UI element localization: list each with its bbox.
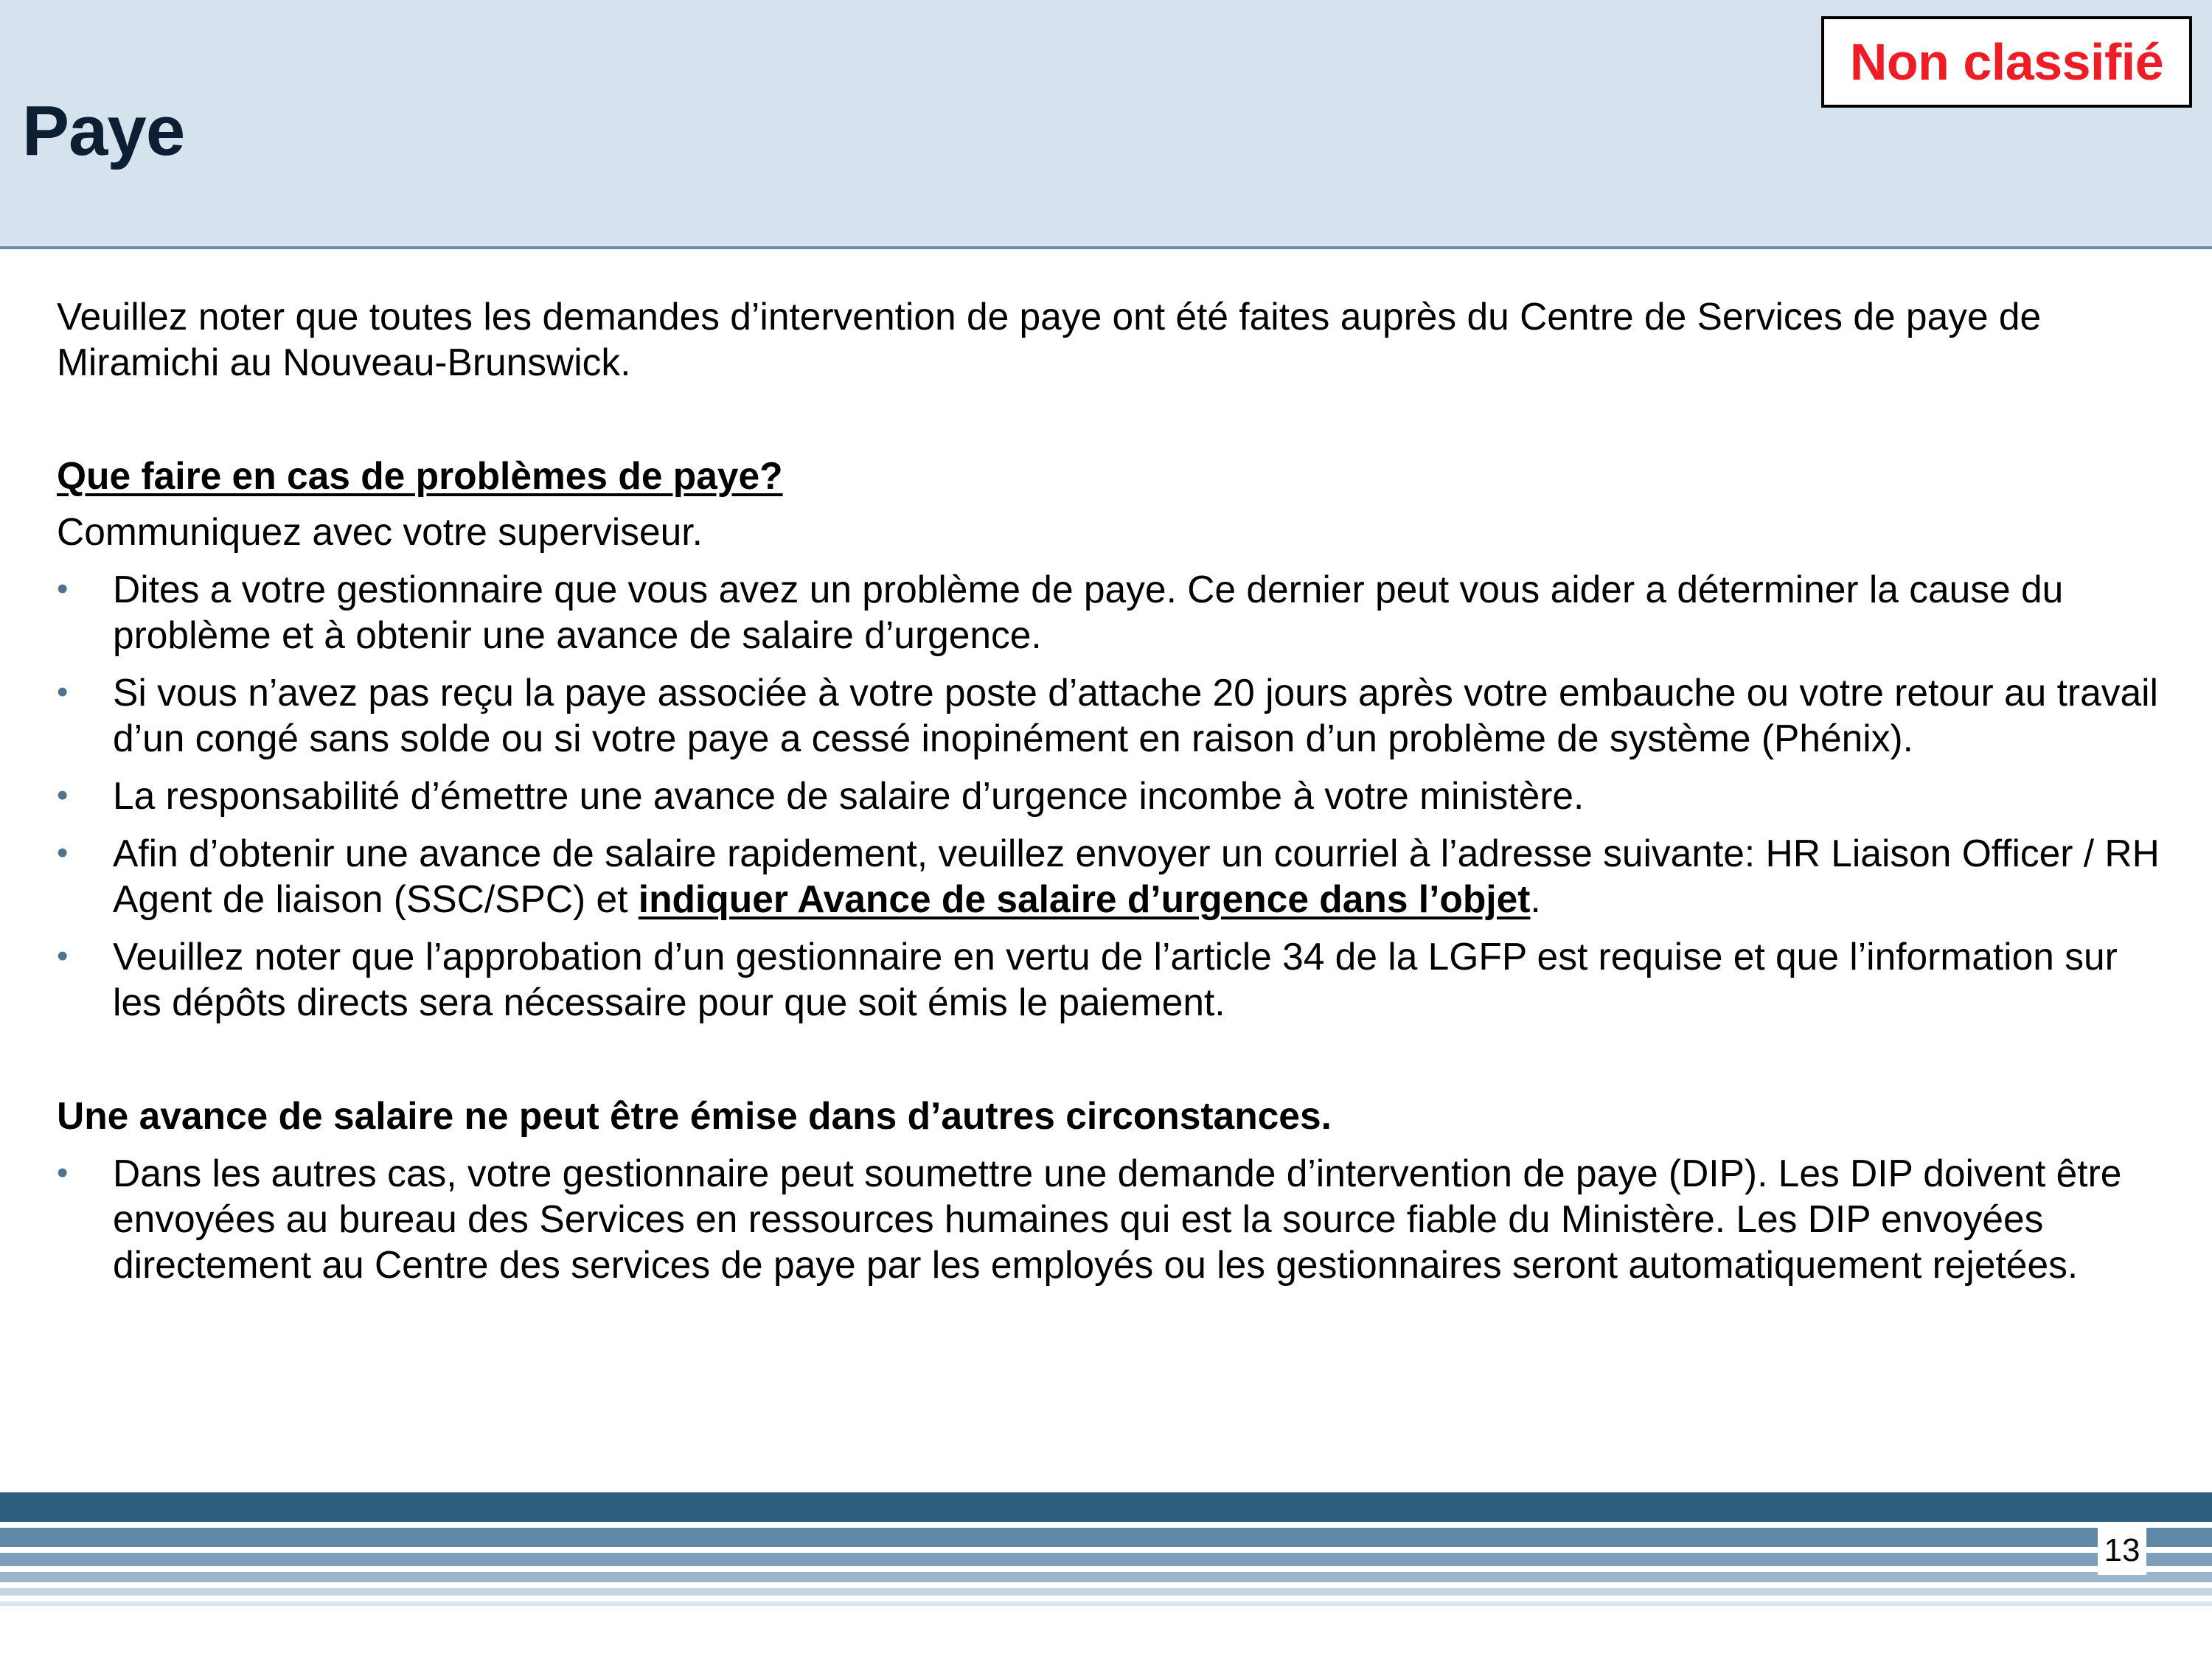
list-item-text: La responsabilité d’émettre une avance de salaire d’urgence incombe à votre ministère. (113, 774, 1585, 817)
footer-stripe-1 (0, 1492, 2212, 1522)
section-lead: Communiquez avec votre superviseur. (57, 510, 703, 553)
footer-stripe-6 (0, 1601, 2212, 1606)
slide-content (57, 293, 2166, 1287)
footer-stripe-5 (0, 1588, 2212, 1596)
bullet-list-other-circumstances (57, 1150, 2166, 1287)
list-item-text: Dans les autres cas, votre gestionnaire peut soumettre une demande d’intervention de paye (DIP). Les DIP doivent être envoyées au bureau des Services en ressources humaines qui est la source fiable du Ministère. Les DIP envoyées directement au Centre des services de paye par les employés ou les gestionnaires seront automatiquement rejetées. (113, 1152, 2122, 1286)
list-item (57, 830, 2166, 922)
section-heading-pay-problems: Que faire en cas de problèmes de paye? (57, 454, 783, 497)
list-item-trailing: . (1530, 877, 1541, 920)
slide-title: Paye (22, 91, 185, 170)
bullet-icon: • (57, 674, 69, 710)
bullet-icon: • (57, 571, 69, 607)
footer-stripe-4 (0, 1572, 2212, 1582)
bullet-icon: • (57, 777, 69, 813)
list-item (57, 933, 2166, 1025)
bullet-icon: • (57, 938, 69, 974)
intro-paragraph: Veuillez noter que toutes les demandes d’intervention de paye ont été faites auprès du Centre de Services de paye de Miramichi au Nouveau-Brunswick. (57, 295, 2042, 383)
list-item (57, 669, 2166, 761)
slide-header (0, 0, 2212, 249)
list-item (57, 566, 2166, 658)
bullet-list-pay-problems (57, 566, 2166, 1025)
list-item-text: Afin d’obtenir une avance de salaire rapidement, veuillez envoyer un courriel à l’adresse suivante: HR Liaison Officer / RH Agent de liaison (SSC/SPC) et (113, 832, 2160, 920)
list-item (57, 1150, 2166, 1287)
footer-stripe-3 (0, 1553, 2212, 1566)
list-item-text: Veuillez noter que l’approbation d’un gestionnaire en vertu de l’article 34 de la LGFP est requise et que l’information sur les dépôts directs sera nécessaire pour que soit émis le paiement. (113, 935, 2118, 1023)
list-item-text: Si vous n’avez pas reçu la paye associée à votre poste d’attache 20 jours après votre embauche ou votre retour au travail d’un congé sans solde ou si votre paye a cessé inopinément en raison d’un problème de système (Phénix). (113, 671, 2158, 759)
list-item-text: Dites a votre gestionnaire que vous avez un problème de paye. Ce dernier peut vous aider a déterminer la cause du problème et à obtenir une avance de salaire d’urgence. (113, 568, 2064, 656)
bullet-icon: • (57, 1155, 69, 1191)
email-subject-instruction: indiquer Avance de salaire d’urgence dans l’objet (638, 877, 1531, 920)
footer-stripe-2 (0, 1528, 2212, 1547)
bullet-icon: • (57, 835, 69, 871)
section-heading-other-circumstances: Une avance de salaire ne peut être émise dans d’autres circonstances. (57, 1094, 1332, 1137)
page-number: 13 (2098, 1526, 2146, 1575)
classification-badge: Non classifié (1821, 16, 2192, 108)
list-item (57, 773, 2166, 818)
